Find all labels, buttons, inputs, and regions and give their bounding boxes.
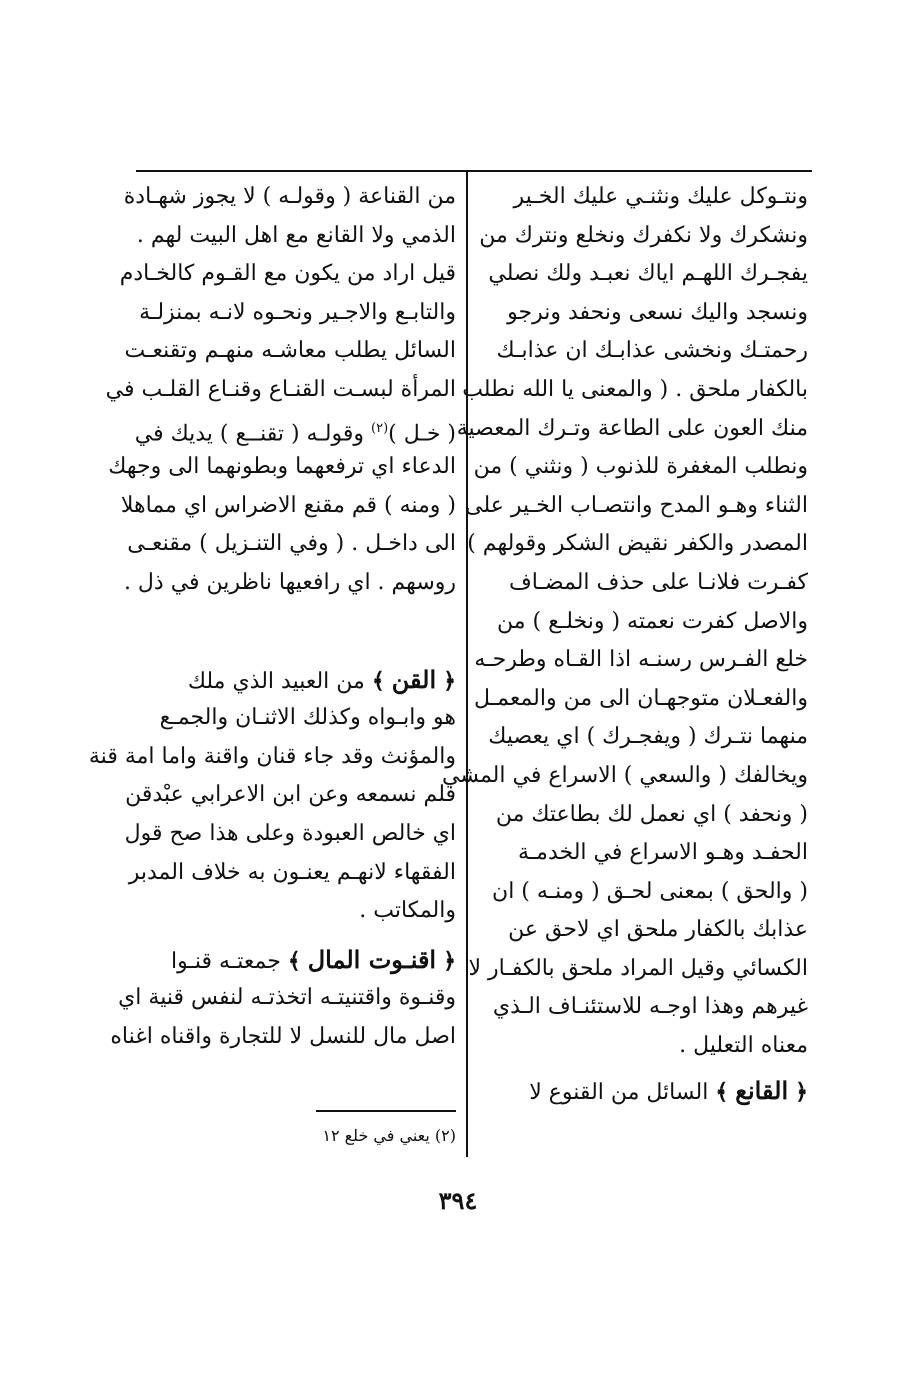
text-line: والتابـع والاجـير ونحـوه لانـه بمنزلـة xyxy=(139,299,456,325)
text-line: السائل يطلب معاشـه منهـم وتقنعـت xyxy=(124,338,456,364)
text-line: ونطلب المغفرة للذنوب ( ونثني ) من xyxy=(473,454,808,480)
text-line: ( ومنه ) قم مقنع الاضراس اي مماهلا xyxy=(120,492,456,518)
text-line: والمكاتب . xyxy=(359,898,456,924)
text-line: الذمي ولا القانع مع اهل البيت لهم . xyxy=(136,222,456,248)
text-line: وقنـوة واقتنيتـه اتخذتـه لنفس قنية اي xyxy=(118,985,456,1011)
text-line: روسهم . اي رافعيها ناظرين في ذل . xyxy=(123,569,456,595)
footnote-reference: (٢) xyxy=(371,420,389,436)
text-line: والمؤنث وقد جاء قنان واقنة واما امة قنة xyxy=(88,743,456,769)
ornament-bracket: ﴿ xyxy=(443,947,456,974)
text-line: والفعـلان متوجهـان الى من والمعمـل xyxy=(474,685,808,711)
text-run: ( خـل ) xyxy=(388,420,456,446)
column-divider xyxy=(466,172,468,1157)
text-line: المصدر والكفر نقيض الشكر وقولهم ) xyxy=(467,531,808,557)
text-run: جمعتـه قنـوا xyxy=(170,948,281,974)
page-number: ٣٩٤ xyxy=(438,1186,478,1215)
ornament-bracket: ﴾ xyxy=(371,667,385,694)
text-line: المرأة لبسـت القنـاع وقنـاع القلـب في xyxy=(105,376,456,402)
entry-aqnut xyxy=(128,941,456,980)
text-line: الثناء وهـو المدح وانتصـاب الخـير على xyxy=(465,492,808,518)
text-line: رحمتـك ونخشى عذابـك ان عذابـك xyxy=(496,338,808,364)
text-line: بالكفار ملحق . ( والمعنى يا الله نطلب xyxy=(462,376,808,402)
ornament-bracket: ﴾ xyxy=(715,1078,729,1105)
text-line: الدعاء اي ترفعهما وبطونهما الى وجهك xyxy=(108,454,456,480)
text-line: غيرهم وهذا اوجـه للاستئنـاف الـذي xyxy=(492,994,808,1020)
entry-heading-qani: القانع xyxy=(735,1075,789,1105)
text-line: منك العون على الطاعة وتـرك المعصية xyxy=(456,415,808,441)
ornament-bracket: ﴾ xyxy=(287,947,301,974)
text-line: يفجـرك اللهـم اياك نعبـد ولك نصلي xyxy=(488,261,808,287)
text-line: هو وابـواه وكذلك الاثنـان والجمـع xyxy=(159,705,456,731)
text-line: الكسائي وقيل المراد ملحق بالكفـار لا xyxy=(468,955,808,981)
ornament-bracket: ﴿ xyxy=(795,1078,808,1105)
text-run: وقولـه ( تقنــع ) يديك في xyxy=(134,420,364,446)
text-line: ونتـوكل عليك ونثنـي عليك الخـير xyxy=(513,184,808,209)
text-line: كفـرت فلانـا على حذف المضـاف xyxy=(508,569,808,595)
text-line: معناه التعليل . xyxy=(679,1033,808,1059)
entry-heading-aqnut: اقنـوت المال xyxy=(307,944,437,974)
entry-heading-qinn: القن xyxy=(391,664,437,694)
text-run: من العبيد الذي ملك xyxy=(187,668,365,694)
text-line: اي خالص العبودة وعلى هذا صح قول xyxy=(124,820,456,846)
text-line: والاصل كفرت نعمته ( ونخلـع ) من xyxy=(496,608,808,634)
text-line: الى داخـل . ( وفي التنـزيل ) مقنعـى xyxy=(127,531,456,557)
top-rule xyxy=(136,170,812,172)
text-line: خلع الفـرس رسنـه اذا القـاه وطرحـه xyxy=(474,647,808,673)
text-line: ( ونحفد ) اي نعمل لك بطاعتك من xyxy=(495,801,808,827)
text-line: ( والحق ) بمعنى لحـق ( ومنـه ) ان xyxy=(492,878,808,904)
footnote-rule xyxy=(316,1110,456,1112)
text-run: السائل من القنوع لا xyxy=(529,1079,709,1105)
left-column xyxy=(88,178,456,1056)
text-line: من القناعة ( وقولـه ) لا يجوز شهـادة xyxy=(123,184,456,209)
footnote: (٢) يعني في خلع ١٢ xyxy=(322,1126,456,1145)
text-line-with-footnote xyxy=(128,410,456,449)
text-line: عذابك بالكفار ملحق اي لاحق عن xyxy=(508,917,808,943)
text-line: ونسجد واليك نسعى ونحفد ونرجو xyxy=(507,299,808,325)
text-line: منهما نتـرك ( ويفجـرك ) اي يعصيك xyxy=(488,724,808,750)
section-gap xyxy=(128,603,456,661)
text-line: فلم نسمعه وعن ابن الاعرابي عبْدقن xyxy=(125,782,456,808)
entry-qani xyxy=(478,1072,808,1111)
right-column xyxy=(442,178,808,1110)
text-line: ونشكرك ولا نكفرك ونخلع ونترك من xyxy=(479,222,808,248)
text-line: الفقهاء لانهـم يعنـون به خلاف المدبر xyxy=(128,859,456,885)
ornament-bracket: ﴿ xyxy=(443,667,456,694)
entry-qinn xyxy=(128,661,456,700)
text-line: الحفـد وهـو الاسراع في الخدمـة xyxy=(517,840,808,866)
text-line: ويخالفك ( والسعي ) الاسراع في المشي xyxy=(442,762,808,788)
text-line: قيل اراد من يكون مع القـوم كالخـادم xyxy=(119,261,456,287)
text-line: اصل مال للنسل لا للتجارة واقناه اغناه xyxy=(110,1023,456,1049)
